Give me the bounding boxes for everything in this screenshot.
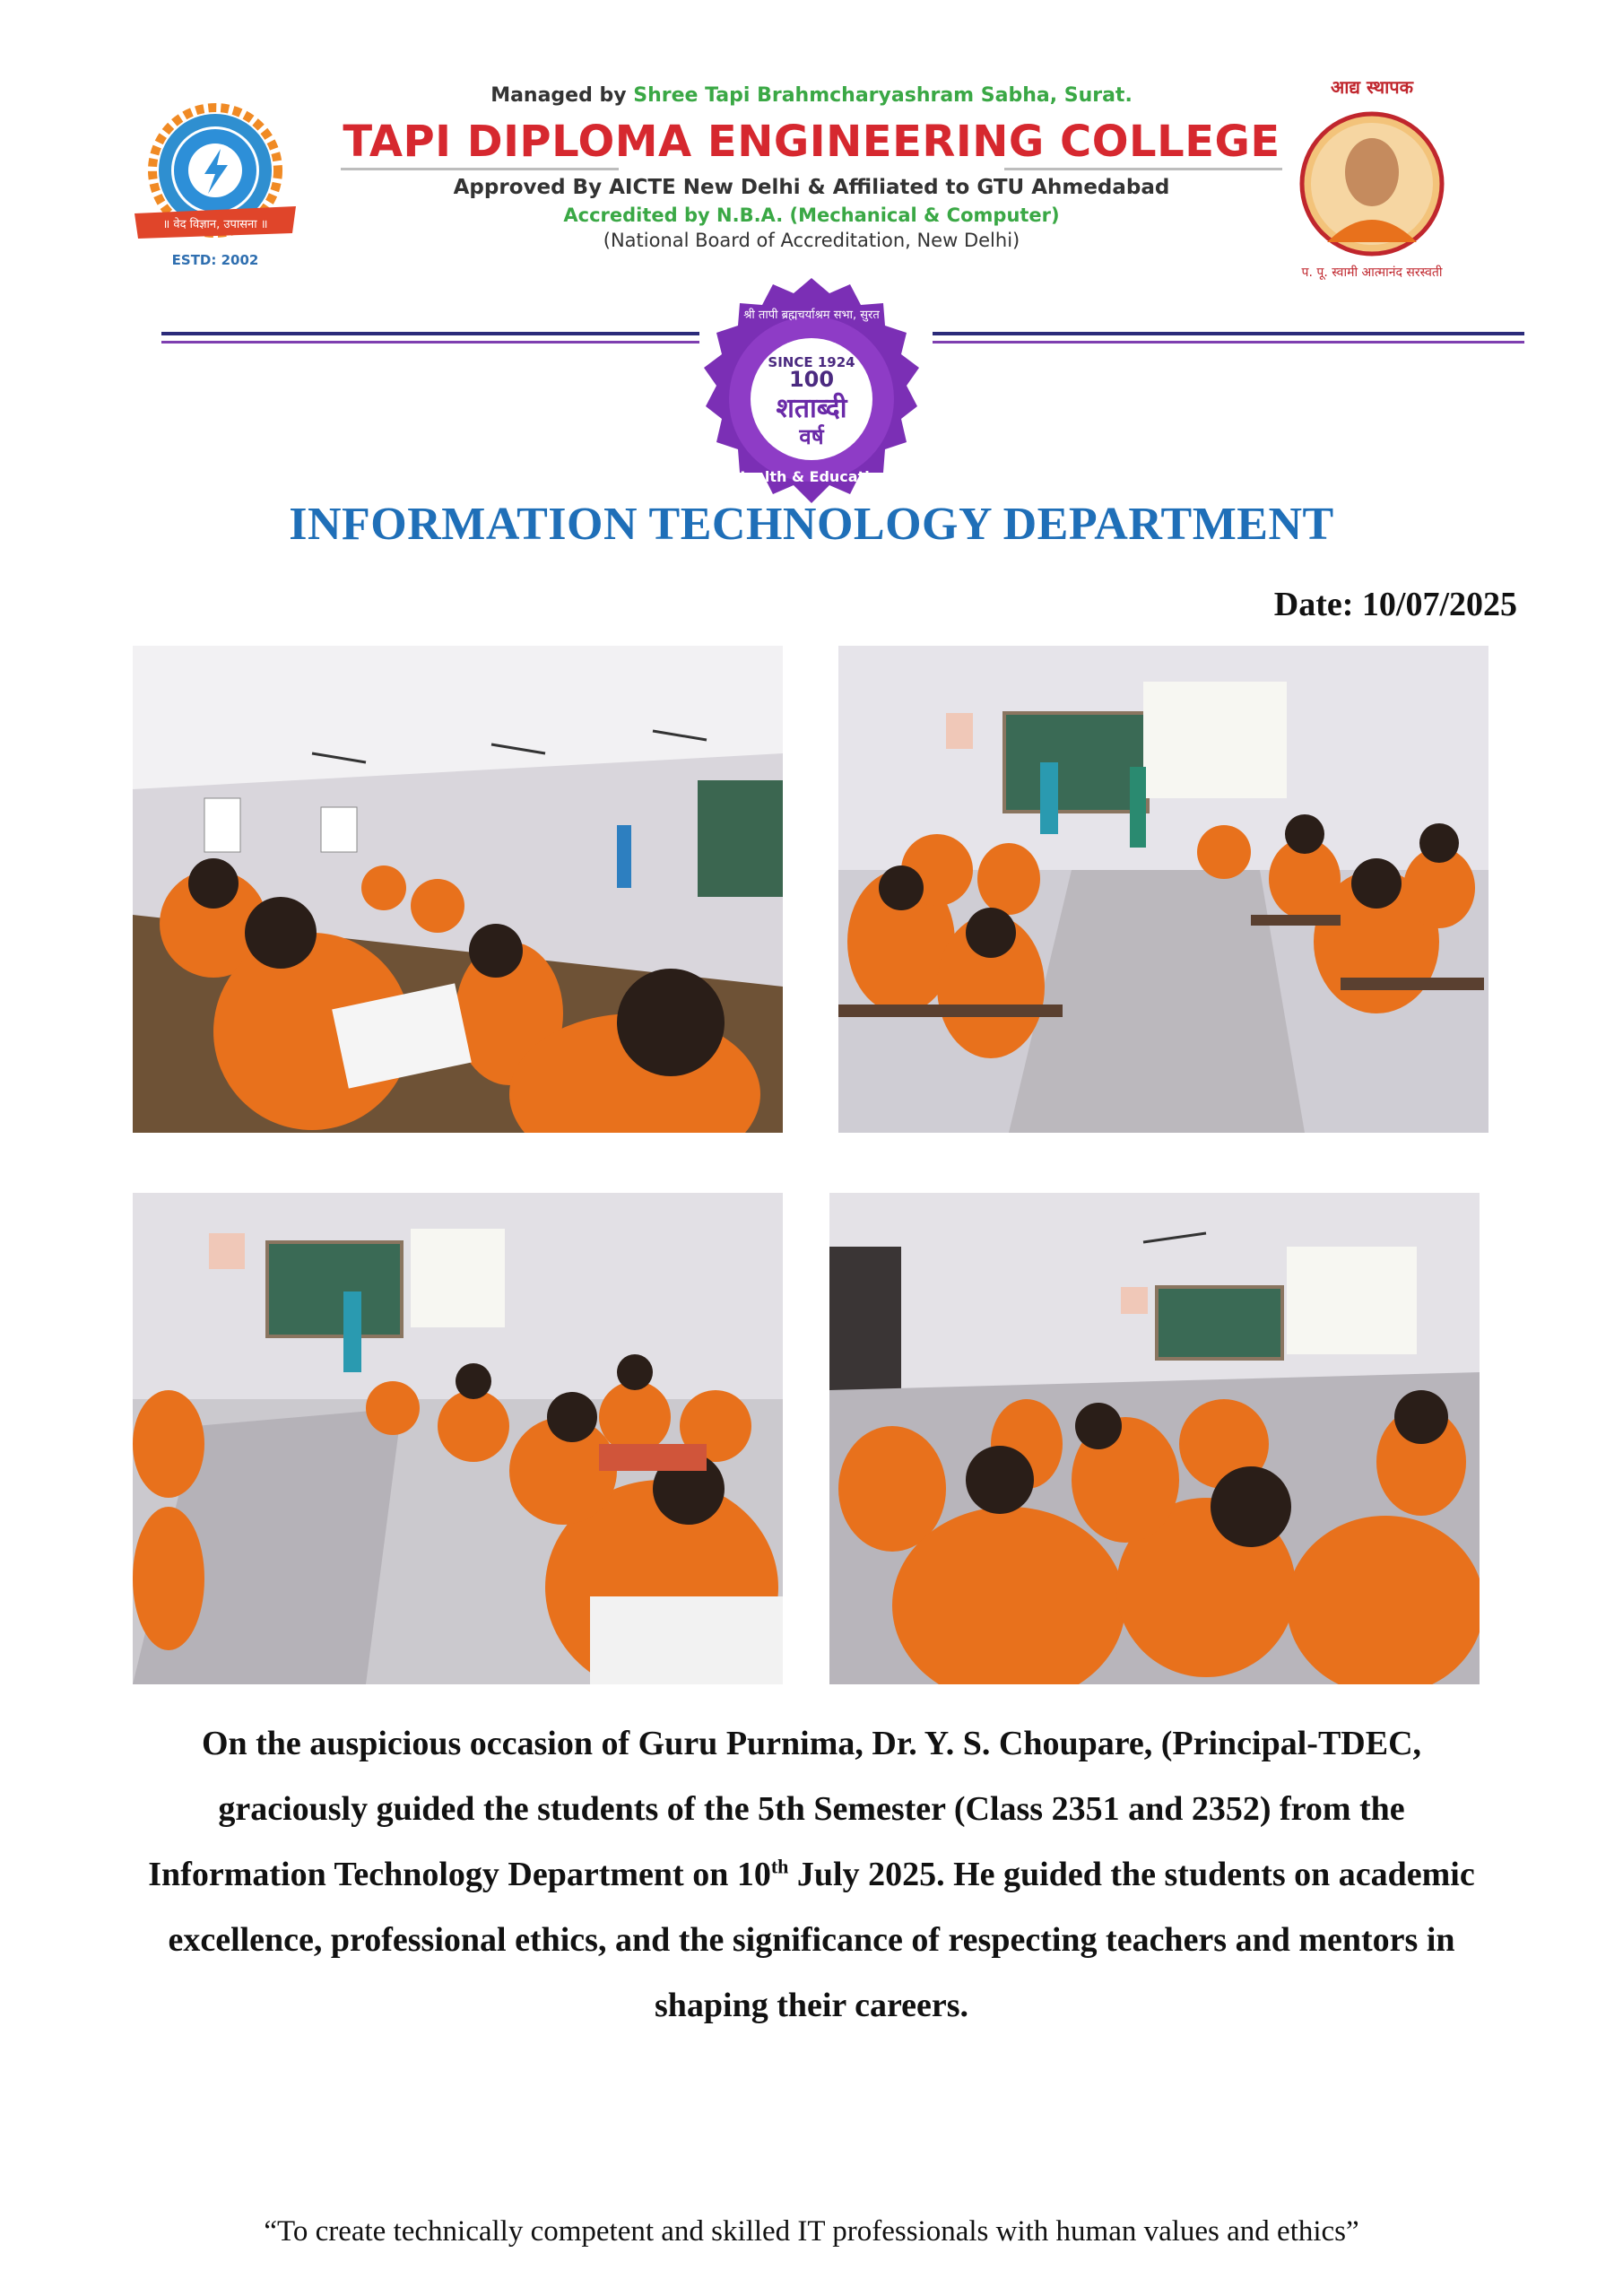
- college-logo-icon: [117, 99, 314, 278]
- divider: [161, 332, 699, 335]
- founder-portrait: [1282, 72, 1462, 287]
- divider: [933, 332, 1524, 335]
- divider: [341, 168, 619, 170]
- date-label: Date: 10/07/2025: [1273, 586, 1517, 623]
- event-description: On the auspicious occasion of Guru Purnima, Dr. Y. S. Choupare, (Principal-TDEC, graciously guided the students of the 5th Semester (Class 2351 and 2352) from the Information Technology Department on 10th July 2025. He guided the students on academic excellence, professional ethics, and the significance of respecting teachers and mentors in shaping their careers.: [148, 1725, 1475, 2024]
- svg-text:100: 100: [788, 367, 835, 392]
- divider: [161, 341, 699, 344]
- approval-line: Approved By AICTE New Delhi & Affiliated to GTU Ahmedabad: [453, 176, 1170, 199]
- accreditation-line: Accredited by N.B.A. (Mechanical & Computer): [563, 204, 1060, 226]
- svg-text:Health & Education: Health & Education: [733, 468, 890, 485]
- svg-text:॥ वेद विज्ञान, उपासना ॥: ॥ वेद विज्ञान, उपासना ॥: [162, 218, 268, 231]
- classroom-photo-icon: [133, 646, 783, 1133]
- page-title: INFORMATION TECHNOLOGY DEPARTMENT: [289, 499, 1334, 550]
- classroom-photo-icon: [829, 1193, 1480, 1684]
- classroom-photo-2: [838, 646, 1488, 1133]
- college-name: TAPI DIPLOMA ENGINEERING COLLEGE: [343, 117, 1280, 167]
- divider: [933, 341, 1524, 344]
- svg-text:आद्य स्थापक: आद्य स्थापक: [1330, 76, 1414, 98]
- svg-text:श्री तापी ब्रह्मचर्याश्रम सभा,: श्री तापी ब्रह्मचर्याश्रम सभा, सुरत: [743, 309, 880, 322]
- classroom-photo-icon: [133, 1193, 783, 1684]
- letterhead: [99, 54, 1524, 485]
- svg-text:ESTD: 2002: ESTD: 2002: [171, 252, 259, 268]
- svg-text:प. पू. स्वामी आत्मानंद सरस्वती: प. पू. स्वामी आत्मानंद सरस्वती: [1301, 265, 1443, 280]
- managed-by-line: Managed by Shree Tapi Brahmcharyashram Sabha, Surat.: [490, 84, 1133, 107]
- divider: [1004, 168, 1282, 170]
- nba-line: (National Board of Accreditation, New Delhi): [603, 230, 1020, 251]
- department-motto: “To create technically competent and skilled IT professionals with human values and ethics”: [264, 2215, 1359, 2248]
- classroom-photo-icon: [838, 646, 1488, 1133]
- centenary-seal-icon: [686, 274, 937, 525]
- svg-text:शताब्दी: शताब्दी: [776, 393, 847, 424]
- classroom-photo-4: [829, 1193, 1480, 1684]
- classroom-photo-3: [133, 1193, 783, 1684]
- svg-text:वर्ष: वर्ष: [799, 424, 824, 449]
- svg-text:SINCE 1924: SINCE 1924: [768, 354, 855, 370]
- classroom-photo-1: [133, 646, 783, 1133]
